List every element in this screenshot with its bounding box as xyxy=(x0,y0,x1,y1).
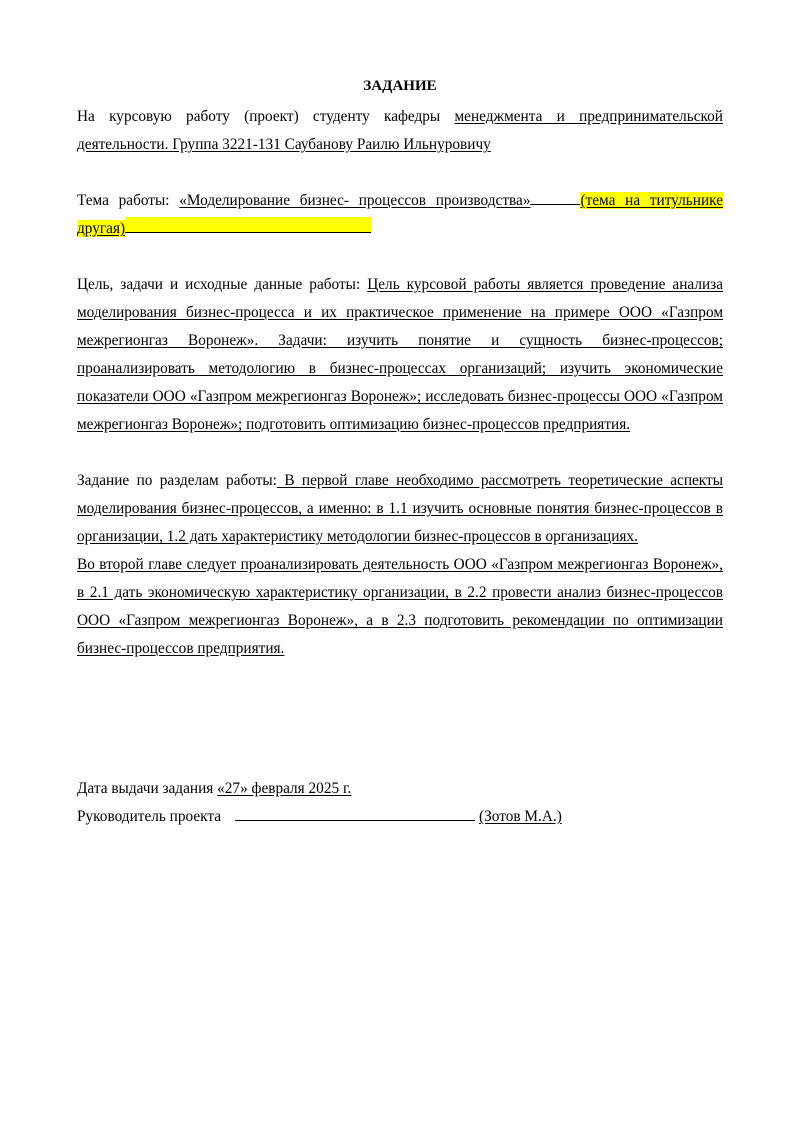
topic-note-highlight: (тема на титульнике другая) xyxy=(77,192,723,237)
issue-date-line xyxy=(77,775,723,803)
topic-value: «Моделирование бизнес- процессов производства» xyxy=(179,192,531,209)
department-group-student: менеджмента и предпринимательской деятельности. Группа 3221-131 Саубанову Раилю Ильнуровичу xyxy=(77,108,723,153)
goal-paragraph xyxy=(77,271,723,439)
goal-value: Цель курсовой работы является проведение анализа моделирования бизнес-процесса и их практическое применение на примере ООО «Газпром межрегионгаз Воронеж». Задачи: изучить понятие и сущность бизнес-процессов; проанализировать методологию в бизнес-процессах организаций; изучить экономические показатели ООО «Газпром межрегионгаз Воронеж»; исследовать бизнес-процессы ООО «Газпром межрегионгаз Воронеж»; подготовить оптимизацию бизнес-процессов предприятия. xyxy=(77,276,723,433)
supervisor-line xyxy=(77,803,723,831)
underline-blank xyxy=(530,189,580,205)
topic-paragraph xyxy=(77,187,723,243)
spacer xyxy=(77,159,723,187)
document-title: ЗАДАНИЕ xyxy=(363,78,437,94)
sections-lead: Задание по разделам работы: xyxy=(77,472,277,489)
supervisor-name: (Зотов М.А.) xyxy=(479,808,562,825)
spacer xyxy=(77,439,723,467)
spacer xyxy=(77,243,723,271)
sections-paragraph-1 xyxy=(77,467,723,551)
sections-paragraph-2 xyxy=(77,551,723,663)
signature-line xyxy=(235,805,475,821)
issue-date-lead: Дата выдачи задания xyxy=(77,780,218,797)
issue-date-value: «27» февраля 2025 г. xyxy=(217,780,352,797)
goal-lead: Цель, задачи и исходные данные работы: xyxy=(77,276,368,293)
supervisor-lead: Руководитель проекта xyxy=(77,808,222,825)
intro-paragraph xyxy=(77,103,723,159)
sections-chapter-2: Во второй главе следует проанализировать деятельность ООО «Газпром межрегионгаз Воронеж», в 2.1 дать экономическую характеристику организации, в 2.2 провести анализ бизнес-процессов ООО «Газпром межрегионгаз Воронеж», а в 2.3 подготовить рекомендации по оптимизации бизнес-процессов предприятия. xyxy=(77,556,723,657)
underline-blank-highlight xyxy=(125,217,371,233)
intro-lead: На курсовую работу (проект) студенту кафедры xyxy=(77,108,455,125)
topic-lead: Тема работы: xyxy=(77,192,180,209)
spacer xyxy=(77,663,723,775)
sections-chapter-1: В первой главе необходимо рассмотреть теоретические аспекты моделирования бизнес-процессов, а именно: в 1.1 изучить основные понятия бизнес-процессов в организации, 1.2 дать характеристику методологии бизнес-процессов в организациях. xyxy=(77,472,723,545)
